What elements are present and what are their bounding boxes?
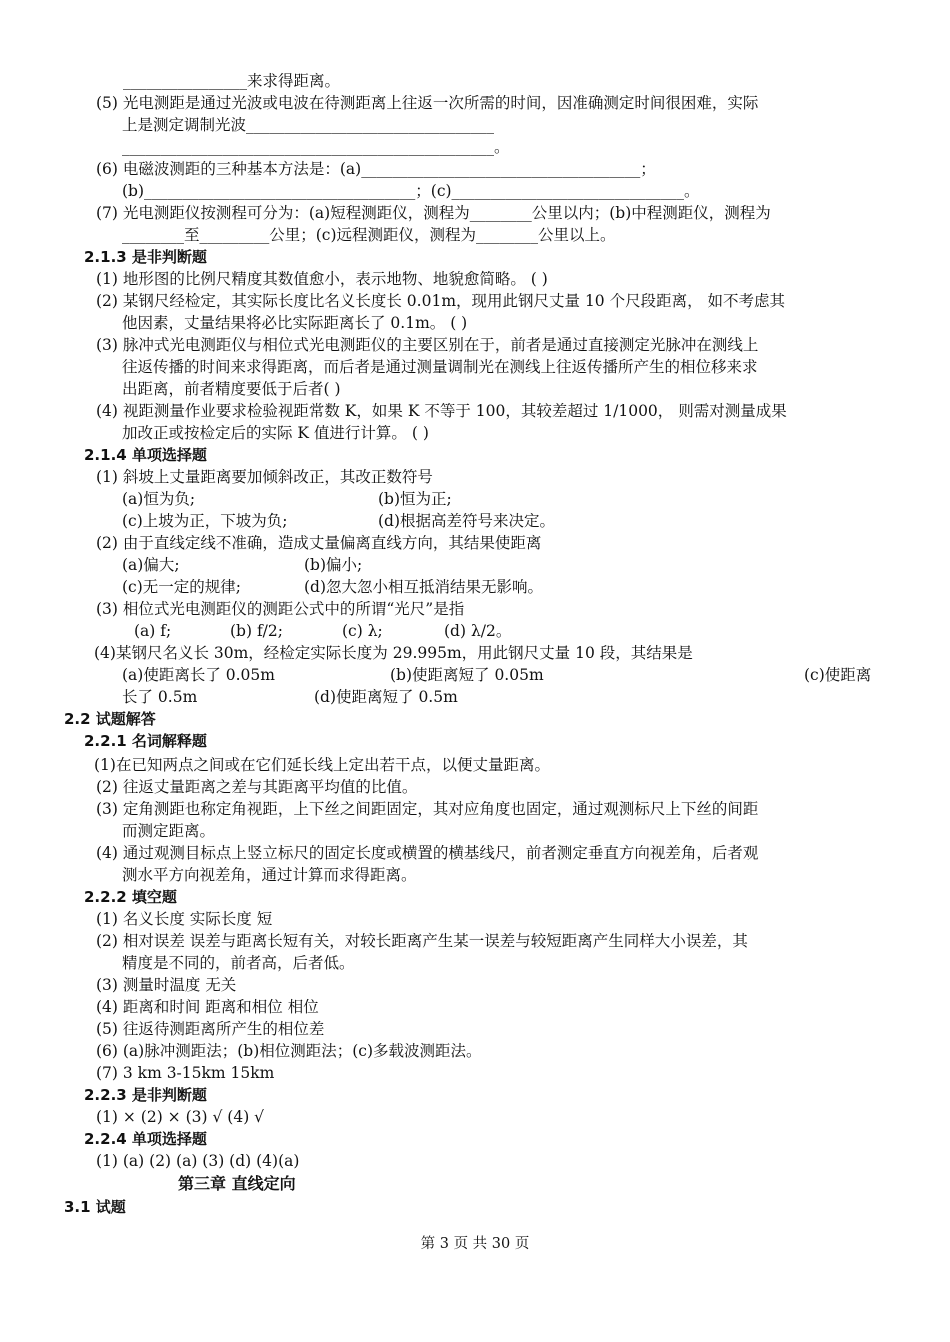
option: (d)根据高差符号来决定。 [378, 512, 556, 530]
option: (d)使距离短了 0.5m [314, 688, 458, 706]
text-line: ________至_________公里；(c)远程测距仪，测程为________公里以上。 [122, 226, 616, 244]
section-heading: 3.1 试题 [64, 1198, 126, 1216]
text-line: (3) 定角测距也称定角视距，上下丝之间距固定，其对应角度也固定，通过观测标尺上下丝的间距 [96, 800, 759, 818]
option: (b)恒为正; [378, 490, 452, 508]
text-line: (2) 相对误差 误差与距离长短有关，对较长距离产生某一误差与较短距离产生同样大小误差，其 [96, 932, 748, 950]
option: (c)上坡为正，下坡为负; [122, 512, 288, 530]
option: (c)使距离 [804, 666, 872, 684]
option: (a)偏大; [122, 556, 180, 574]
text-line: (1) (a) (2) (a) (3) (d) (4)(a) [96, 1152, 300, 1170]
option: (c)无一定的规律; [122, 578, 241, 596]
option: 长了 0.5m [122, 688, 198, 706]
text-line: (1) 名义长度 实际长度 短 [96, 910, 273, 928]
text-line: (2) 某钢尺经检定，其实际长度比名义长度长 0.01m，现用此钢尺丈量 10 个尺段距离， 如不考虑其 [96, 292, 786, 310]
text-line: (6) (a)脉冲测距法；(b)相位测距法；(c)多载波测距法。 [96, 1042, 482, 1060]
text-line: 上是测定调制光波________________________________ [122, 116, 495, 134]
text-line: (3) 脉冲式光电测距仪与相位式光电测距仪的主要区别在于，前者是通过直接测定光脉冲在测线上 [96, 336, 759, 354]
section-heading: 2.2.1 名词解释题 [84, 732, 207, 750]
text-line: (1) 斜坡上丈量距离要加倾斜改正，其改正数符号 [96, 468, 433, 486]
option: (d)忽大忽小相互抵消结果无影响。 [304, 578, 544, 596]
option: (c) λ; [342, 622, 383, 640]
text-line: 他因素，丈量结果将必比实际距离长了 0.1m。 ( ) [122, 314, 468, 332]
section-heading: 2.2.3 是非判断题 [84, 1086, 207, 1104]
text-line: (4)某钢尺名义长 30m，经检定实际长度为 29.995m，用此钢尺丈量 10 段，其结果是 [94, 644, 693, 662]
text-line: (5) 往返待测距离所产生的相位差 [96, 1020, 325, 1038]
page-footer: 第 3 页 共 30 页 [420, 1236, 530, 1252]
text-line: (5) 光电测距是通过光波或电波在待测距离上往返一次所需的时间，因准确测定时间很困难，实际 [96, 94, 759, 112]
text-line: 精度是不同的，前者高，后者低。 [122, 954, 355, 972]
option: (b) f/2; [230, 622, 283, 640]
text-line: ________________来求得距离。 [123, 72, 341, 90]
section-heading: 2.1.4 单项选择题 [84, 446, 207, 464]
text-line: 往返传播的时间来求得距离，而后者是通过测量调制光在测线上往返传播所产生的相位移来求 [122, 358, 758, 376]
text-line: 而测定距离。 [122, 822, 216, 840]
text-line: (3) 测量时温度 无关 [96, 976, 237, 994]
text-line: (2) 往返丈量距离之差与其距离平均值的比值。 [96, 778, 418, 796]
text-line: (1) 地形图的比例尺精度其数值愈小，表示地物、地貌愈简略。 ( ) [96, 270, 548, 288]
option: (d) λ/2。 [444, 622, 512, 640]
section-heading: 2.1.3 是非判断题 [84, 248, 207, 266]
text-line: (4) 通过观测目标点上竖立标尺的固定长度或横置的横基线尺，前者测定垂直方向视差角，后者观 [96, 844, 759, 862]
option: (a) f; [134, 622, 172, 640]
section-heading: 2.2 试题解答 [64, 710, 156, 728]
option: (a)使距离长了 0.05m [122, 666, 275, 684]
chapter-title: 第三章 直线定向 [178, 1174, 296, 1193]
text-line: (7) 光电测距仪按测程可分为：(a)短程测距仪，测程为________公里以内；(b)中程测距仪，测程为 [96, 204, 771, 222]
text-line: (1)在已知两点之间或在它们延长线上定出若干点，以便丈量距离。 [94, 756, 550, 774]
text-line: (6) 电磁波测距的三种基本方法是：(a)____________________________________； [96, 160, 656, 178]
text-line: 加改正或按检定后的实际 K 值进行计算。 ( ) [122, 424, 429, 442]
option: (b)使距离短了 0.05m [390, 666, 544, 684]
text-line: (b)___________________________________；(c)______________________________。 [122, 182, 700, 200]
text-line: (2) 由于直线定线不准确，造成丈量偏离直线方向，其结果使距离 [96, 534, 542, 552]
text-line: (1) × (2) × (3) √ (4) √ [96, 1108, 265, 1126]
section-heading: 2.2.4 单项选择题 [84, 1130, 207, 1148]
option: (a)恒为负; [122, 490, 196, 508]
text-line: 出距离，前者精度要低于后者( ) [122, 380, 341, 398]
text-line: (7) 3 km 3-15km 15km [96, 1064, 275, 1082]
text-line: (4) 距离和时间 距离和相位 相位 [96, 998, 319, 1016]
text-line: ________________________________________________。 [122, 138, 510, 156]
section-heading: 2.2.2 填空题 [84, 888, 177, 906]
option: (b)偏小; [304, 556, 363, 574]
text-line: (3) 相位式光电测距仪的测距公式中的所谓“光尺”是指 [96, 600, 465, 618]
text-line: (4) 视距测量作业要求检验视距常数 K，如果 K 不等于 100，其较差超过 1/1000， 则需对测量成果 [96, 402, 787, 420]
text-line: 测水平方向视差角，通过计算而求得距离。 [122, 866, 417, 884]
